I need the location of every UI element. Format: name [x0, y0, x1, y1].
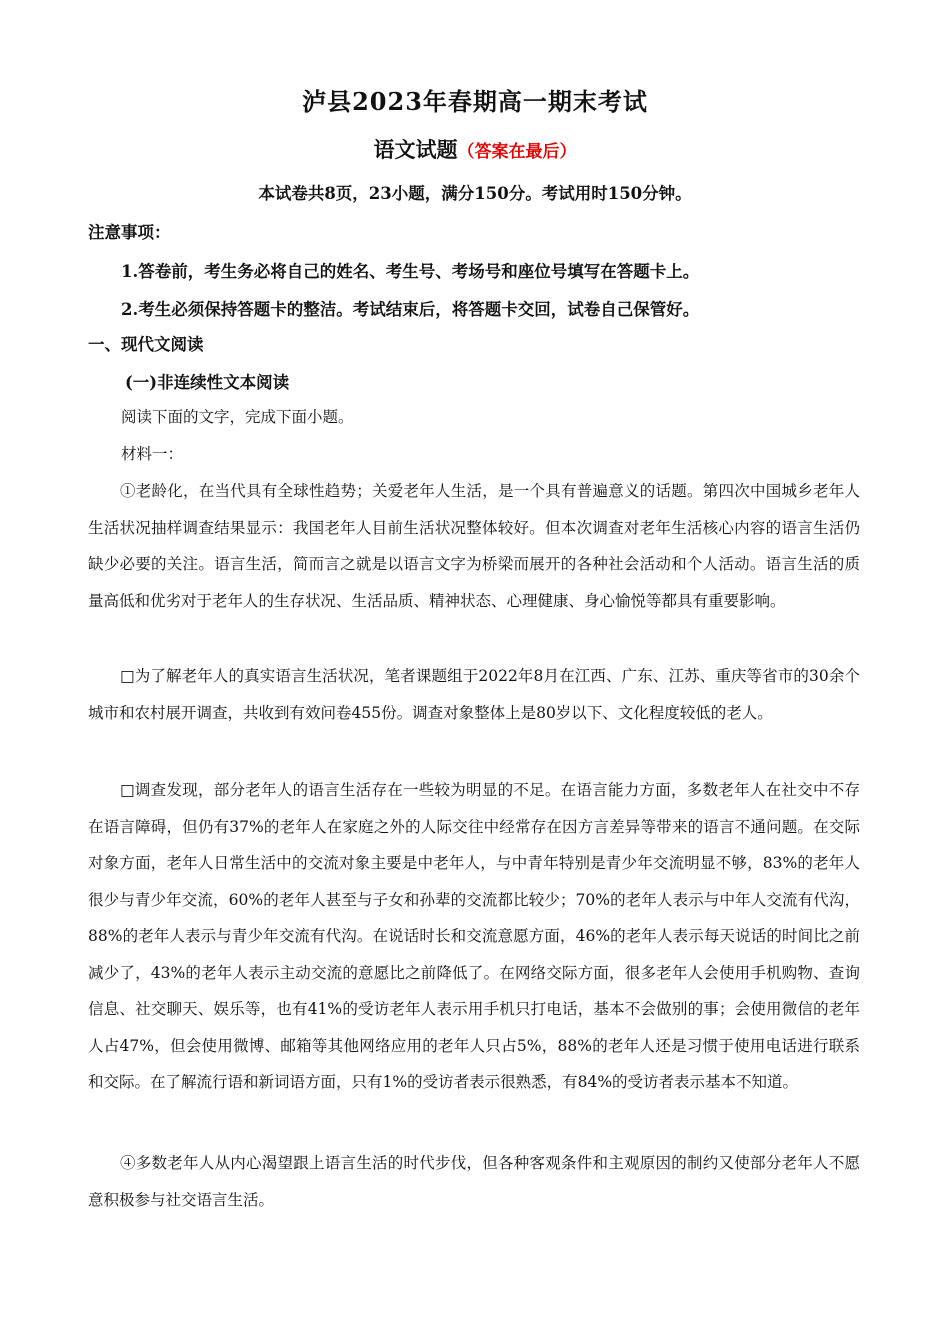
paragraph-4: ④多数老年人从内心渴望跟上语言生活的时代步伐，但各种客观条件和主观原因的制约又使部分老年人不愿意积极参与社交语言生活。	[88, 1154, 860, 1209]
subject-name: 语文试题	[373, 137, 458, 162]
exam-summary: 本试卷共8页，23小题，满分150分。考试用时150分钟。	[258, 184, 692, 203]
paragraph-1: ①老龄化，在当代具有全球性趋势；关爱老年人生活，是一个具有普遍意义的话题。第四次中国城乡老年人生活状况抽样调查结果显示：我国老年人目前生活状况整体较好。但本次调查对老年生活核心内容的语言生活仍缺少必要的关注。语言生活，简而言之就是以语言文字为桥梁而展开的各种社会活动和个人活动。语言生活的质量高低和优劣对于老年人的生存状况、生活品质、精神状态、心理健康、身心愉悦等都具有重要影响。	[88, 482, 860, 610]
section-subheading: (一)非连续性文本阅读	[125, 373, 290, 392]
notice-item-1: 1.答卷前，考生务必将自己的姓名、考生号、考场号和座位号填写在答题卡上。	[121, 262, 700, 281]
notice-item-2: 2.考生必须保持答题卡的整洁。考试结束后，将答题卡交回，试卷自己保管好。	[121, 300, 700, 319]
paragraph-2: □为了解老年人的真实语言生活状况，笔者课题组于2022年8月在江西、广东、江苏、重庆等省市的30余个城市和农村展开调查，共收到有效问卷455份。调查对象整体上是80岁以下、文化程度较低的老人。	[88, 667, 860, 722]
paragraph-3: □调查发现，部分老年人的语言生活存在一些较为明显的不足。在语言能力方面，多数老年人在社交中不存在语言障碍，但仍有37%的老年人在家庭之外的人际交往中经常存在因方言差异等带来的语言不通问题。在交际对象方面，老年人日常生活中的交流对象主要是中老年人，与中青年特别是青少年交流明显不够，83%的老年人很少与青少年交流，60%的老年人甚至与子女和孙辈的交流都比较少；70%的老年人表示与中年人交流有代沟，88%的老年人表示与青少年交流有代沟。在说话时长和交流意愿方面，46%的老年人表示每天说话的时间比之前减少了，43%的老年人表示主动交流的意愿比之前降低了。在网络交际方面，很多老年人会使用手机购物、查询信息、社交聊天、娱乐等，也有41%的受访老年人表示用手机只打电话，基本不会做别的事；会使用微信的老年人占47%，但会使用微博、邮箱等其他网络应用的老年人只占5%，88%的老年人还是习惯于使用电话进行联系和交际。在了解流行语和新词语方面，只有1%的受访者表示很熟悉，有84%的受访者表示基本不知道。	[88, 781, 860, 1091]
subject-title	[0, 134, 950, 164]
notice-heading: 注意事项：	[88, 223, 171, 242]
reading-instruction: 阅读下面的文字，完成下面小题。	[121, 408, 354, 426]
material-label: 材料一：	[121, 445, 184, 463]
section-heading: 一、现代文阅读	[88, 335, 204, 354]
exam-title: 泸县2023年春期高一期末考试	[302, 87, 648, 116]
answer-note: （答案在最后）	[457, 142, 577, 162]
